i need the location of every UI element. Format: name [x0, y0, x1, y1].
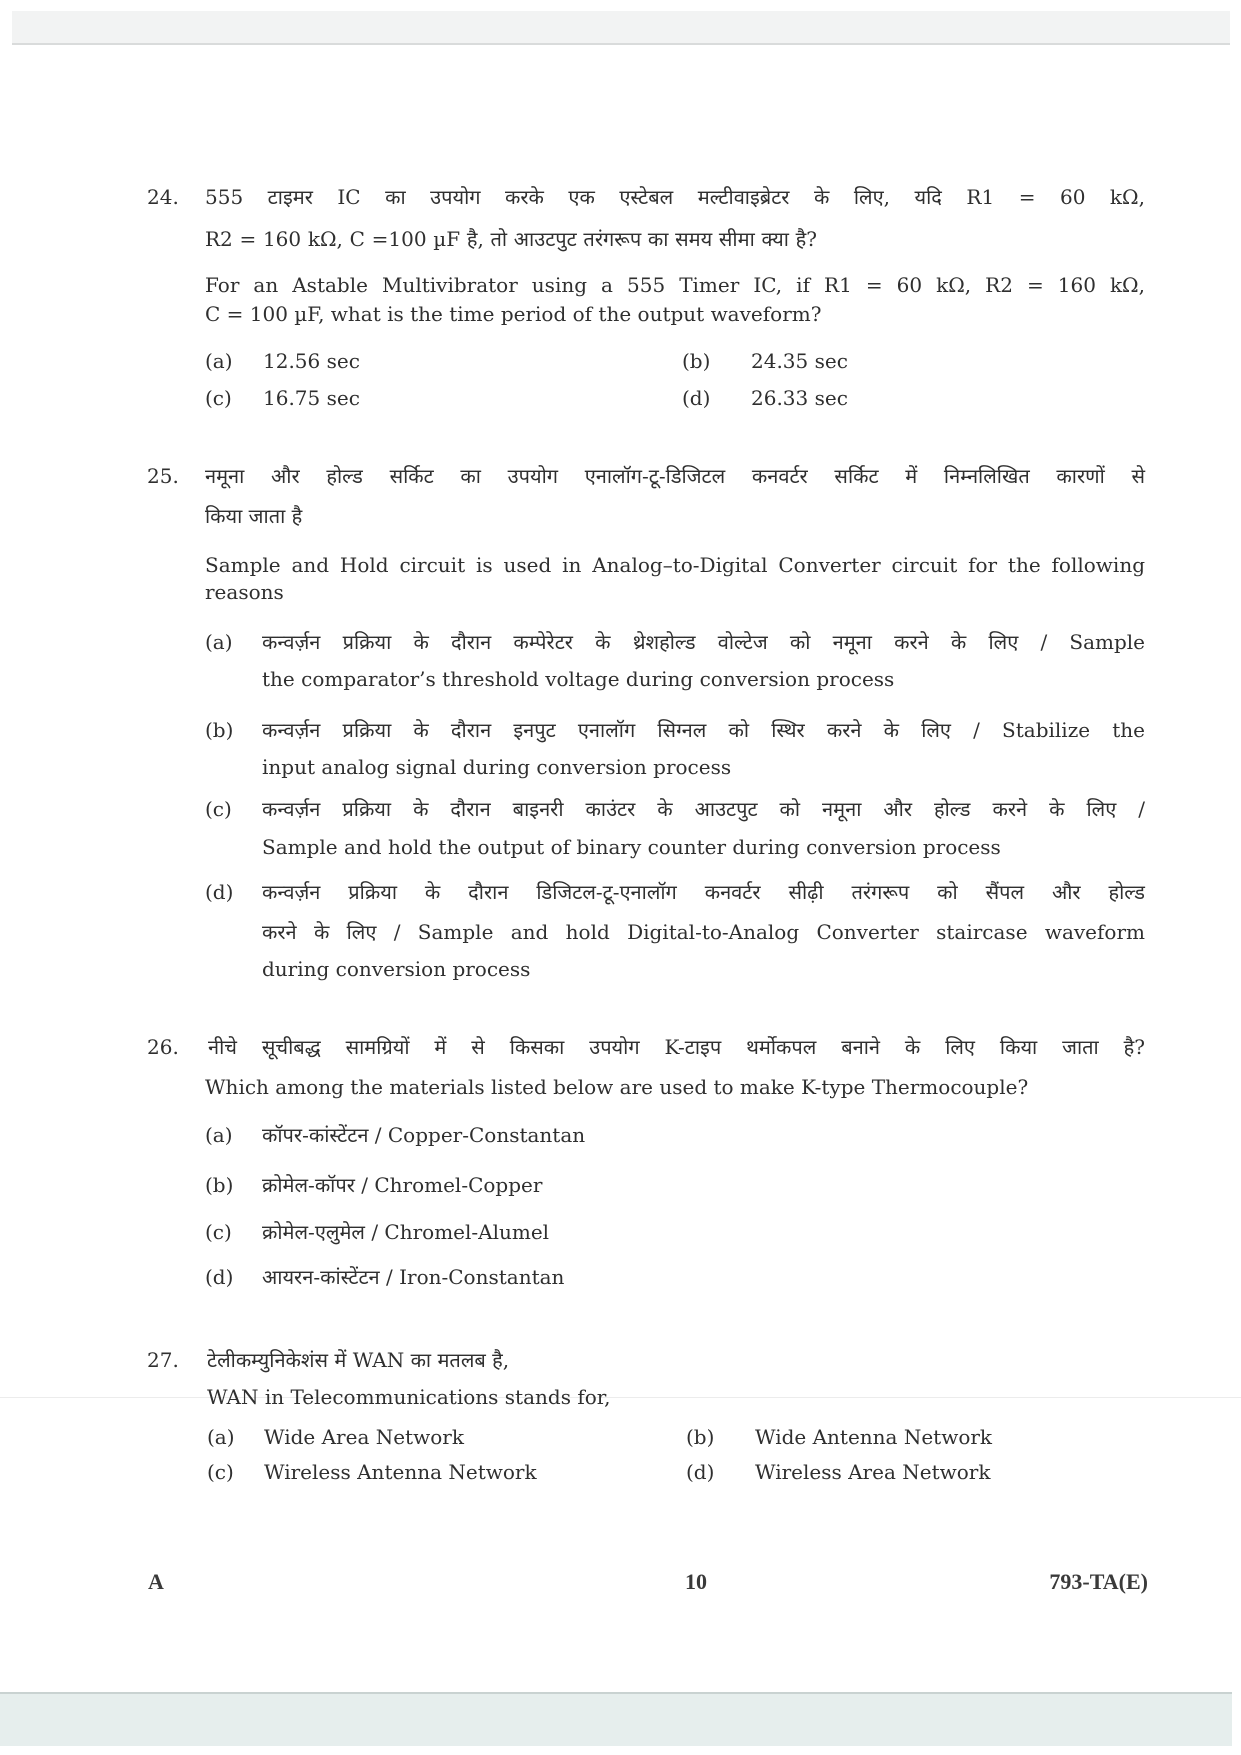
option-text: क्रोमेल-एलुमेल / Chromel-Alumel: [262, 1220, 550, 1244]
option-text: during conversion process: [262, 957, 531, 981]
option-label: (a): [205, 349, 233, 373]
option-text: Wireless Antenna Network: [264, 1460, 537, 1484]
question-number: 27.: [147, 1348, 179, 1372]
option-label: (c): [205, 1220, 232, 1244]
question-english-line: reasons: [205, 580, 284, 604]
option-label: (a): [205, 630, 233, 654]
page-fold-line: [0, 1397, 1241, 1398]
option-text: क्रोमेल-कॉपर / Chromel-Copper: [262, 1173, 543, 1197]
option-label: (c): [205, 386, 232, 410]
scan-edge-bottom: [0, 1692, 1232, 1746]
option-label: (d): [205, 1265, 234, 1289]
question-number: 26.: [147, 1035, 179, 1059]
option-label: (c): [207, 1460, 234, 1484]
scan-edge-top: [12, 11, 1230, 45]
option-text: Sample and hold the output of binary counter during conversion process: [262, 835, 1001, 859]
question-number: 24.: [147, 185, 179, 209]
question-number: 25.: [147, 464, 179, 488]
option-label: (b): [682, 349, 711, 373]
option-text: Wide Antenna Network: [755, 1425, 993, 1449]
option-text: आयरन-कांस्टेंटन / Iron-Constantan: [262, 1265, 565, 1289]
option-text: कन्वर्ज़न प्रक्रिया के दौरान कम्पेरेटर के थ्रेशहोल्ड वोल्टेज को नमूना करने के लिए / Sample: [262, 630, 1145, 654]
option-text: 16.75 sec: [263, 386, 360, 410]
option-text: Wireless Area Network: [755, 1460, 991, 1484]
option-label: (b): [686, 1425, 715, 1449]
question-english-line: C = 100 µF, what is the time period of the output waveform?: [205, 302, 822, 326]
option-label: (b): [205, 1173, 234, 1197]
option-text: कन्वर्ज़न प्रक्रिया के दौरान बाइनरी काउंटर के आउटपुट को नमूना और होल्ड करने के लिए /: [262, 797, 1145, 821]
question-hindi-line: किया जाता है: [205, 504, 303, 528]
set-code: A: [148, 1569, 164, 1594]
option-label: (c): [205, 797, 232, 821]
option-label: (d): [686, 1460, 715, 1484]
option-text: कन्वर्ज़न प्रक्रिया के दौरान इनपुट एनालॉग सिग्नल को स्थिर करने के लिए / Stabilize the: [262, 718, 1145, 742]
option-text: करने के लिए / Sample and hold Digital-to-Analog Converter staircase waveform: [262, 920, 1145, 944]
option-text: 24.35 sec: [751, 349, 848, 373]
question-english-line: WAN in Telecommunications stands for,: [207, 1385, 611, 1409]
option-label: (b): [205, 718, 234, 742]
option-label: (d): [682, 386, 711, 410]
question-english-line: Which among the materials listed below are used to make K-type Thermocouple?: [205, 1075, 1029, 1099]
option-text: Wide Area Network: [264, 1425, 464, 1449]
option-text: input analog signal during conversion process: [262, 755, 732, 779]
option-text: कन्वर्ज़न प्रक्रिया के दौरान डिजिटल-टू-एनालॉग कनवर्टर सीढ़ी तरंगरूप को सैंपल और होल्ड: [262, 880, 1145, 904]
option-text: 12.56 sec: [263, 349, 360, 373]
question-hindi-line: नीचे सूचीबद्ध सामग्रियों में से किसका उपयोग K-टाइप थर्मोकपल बनाने के लिए किया जाता है?: [208, 1035, 1145, 1059]
option-label: (a): [205, 1123, 233, 1147]
option-label: (d): [205, 880, 234, 904]
question-hindi-line: टेलीकम्युनिकेशंस में WAN का मतलब है,: [207, 1348, 510, 1372]
option-text: कॉपर-कांस्टेंटन / Copper-Constantan: [262, 1123, 586, 1147]
question-english-line: Sample and Hold circuit is used in Analog–to-Digital Converter circuit for the following: [205, 553, 1145, 577]
question-hindi-line: R2 = 160 kΩ, C =100 µF है, तो आउटपुट तरंगरूप का समय सीमा क्या है?: [205, 227, 817, 251]
paper-code: 793-TA(E): [1049, 1569, 1148, 1594]
page-number: 10: [685, 1569, 707, 1594]
question-hindi-line: नमूना और होल्ड सर्किट का उपयोग एनालॉग-टू-डिजिटल कनवर्टर सर्किट में निम्नलिखित कारणों से: [205, 464, 1145, 488]
question-hindi-line: 555 टाइमर IC का उपयोग करके एक एस्टेबल मल्टीवाइब्रेटर के लिए, यदि R1 = 60 kΩ,: [205, 185, 1145, 209]
option-text: the comparator’s threshold voltage during conversion process: [262, 667, 895, 691]
option-text: 26.33 sec: [751, 386, 848, 410]
question-english-line: For an Astable Multivibrator using a 555 Timer IC, if R1 = 60 kΩ, R2 = 160 kΩ,: [205, 273, 1145, 297]
option-label: (a): [207, 1425, 235, 1449]
